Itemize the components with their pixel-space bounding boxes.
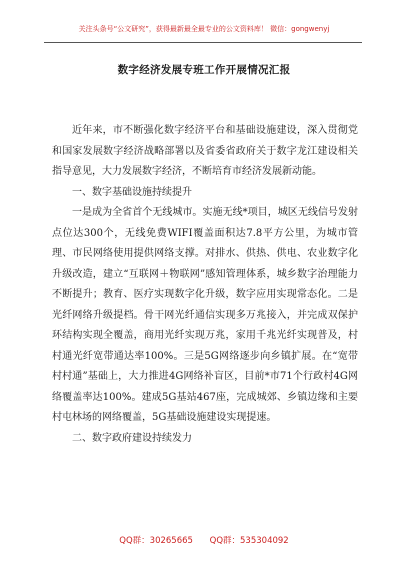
intro-paragraph: 近年来，市不断强化数字经济平台和基础设施建设，深入贯彻党和国家发展数字经济战略部署以及省委省政府关于数字龙江建设相关指导意见，大力发展数字经济，不断培育市经济发展新动能。: [52, 125, 358, 177]
qq-group-footer: QQ群：30265665 QQ群：535304092: [119, 536, 289, 546]
section-heading-2: 二、数字政府建设持续发力: [72, 432, 192, 444]
document-body: [52, 121, 358, 449]
document-title: 数字经济发展专班工作开展情况汇报: [117, 64, 291, 76]
section-1-paragraph: 一是成为全省首个无线城市。实施无线*项目，城区无线信号发射点位达300个，无线免费WIFI覆盖面积达7.8平方公里，为城市管理、市民网络使用提供网络支撑。对排水、供热、供电、农业数字化升级改造，建立“互联网＋物联网”感知管理体系，城乡数字治理能力不断提升；教育、医疗实现数字化升级，数字应用实现常态化。二是光纤网络升级提档。骨干网光纤通信实现多万兆接入，并完成双保护环结构实现全覆盖，商用光纤实现万兆，家用千兆光纤实现普及，村村通光纤宽带通达率100%。三是5G网络逐步向乡镇扩展。在“宽带村村通”基础上，大力推进4G网络补盲区，目前*市71个行政村4G网络覆盖率达100%。建成5G基站467座，完成城郊、乡镇边缘和主要村屯林场的网络覆盖，5G基础设施建设实现提速。: [52, 207, 358, 423]
section-heading-1: 一、数字基础设施持续提升: [72, 186, 192, 198]
promo-header: 关注头条号“公文研究”，获得最新最全最专业的公文资料库！ 微信：gongwenyj: [78, 25, 330, 33]
header-divider: [44, 42, 362, 43]
